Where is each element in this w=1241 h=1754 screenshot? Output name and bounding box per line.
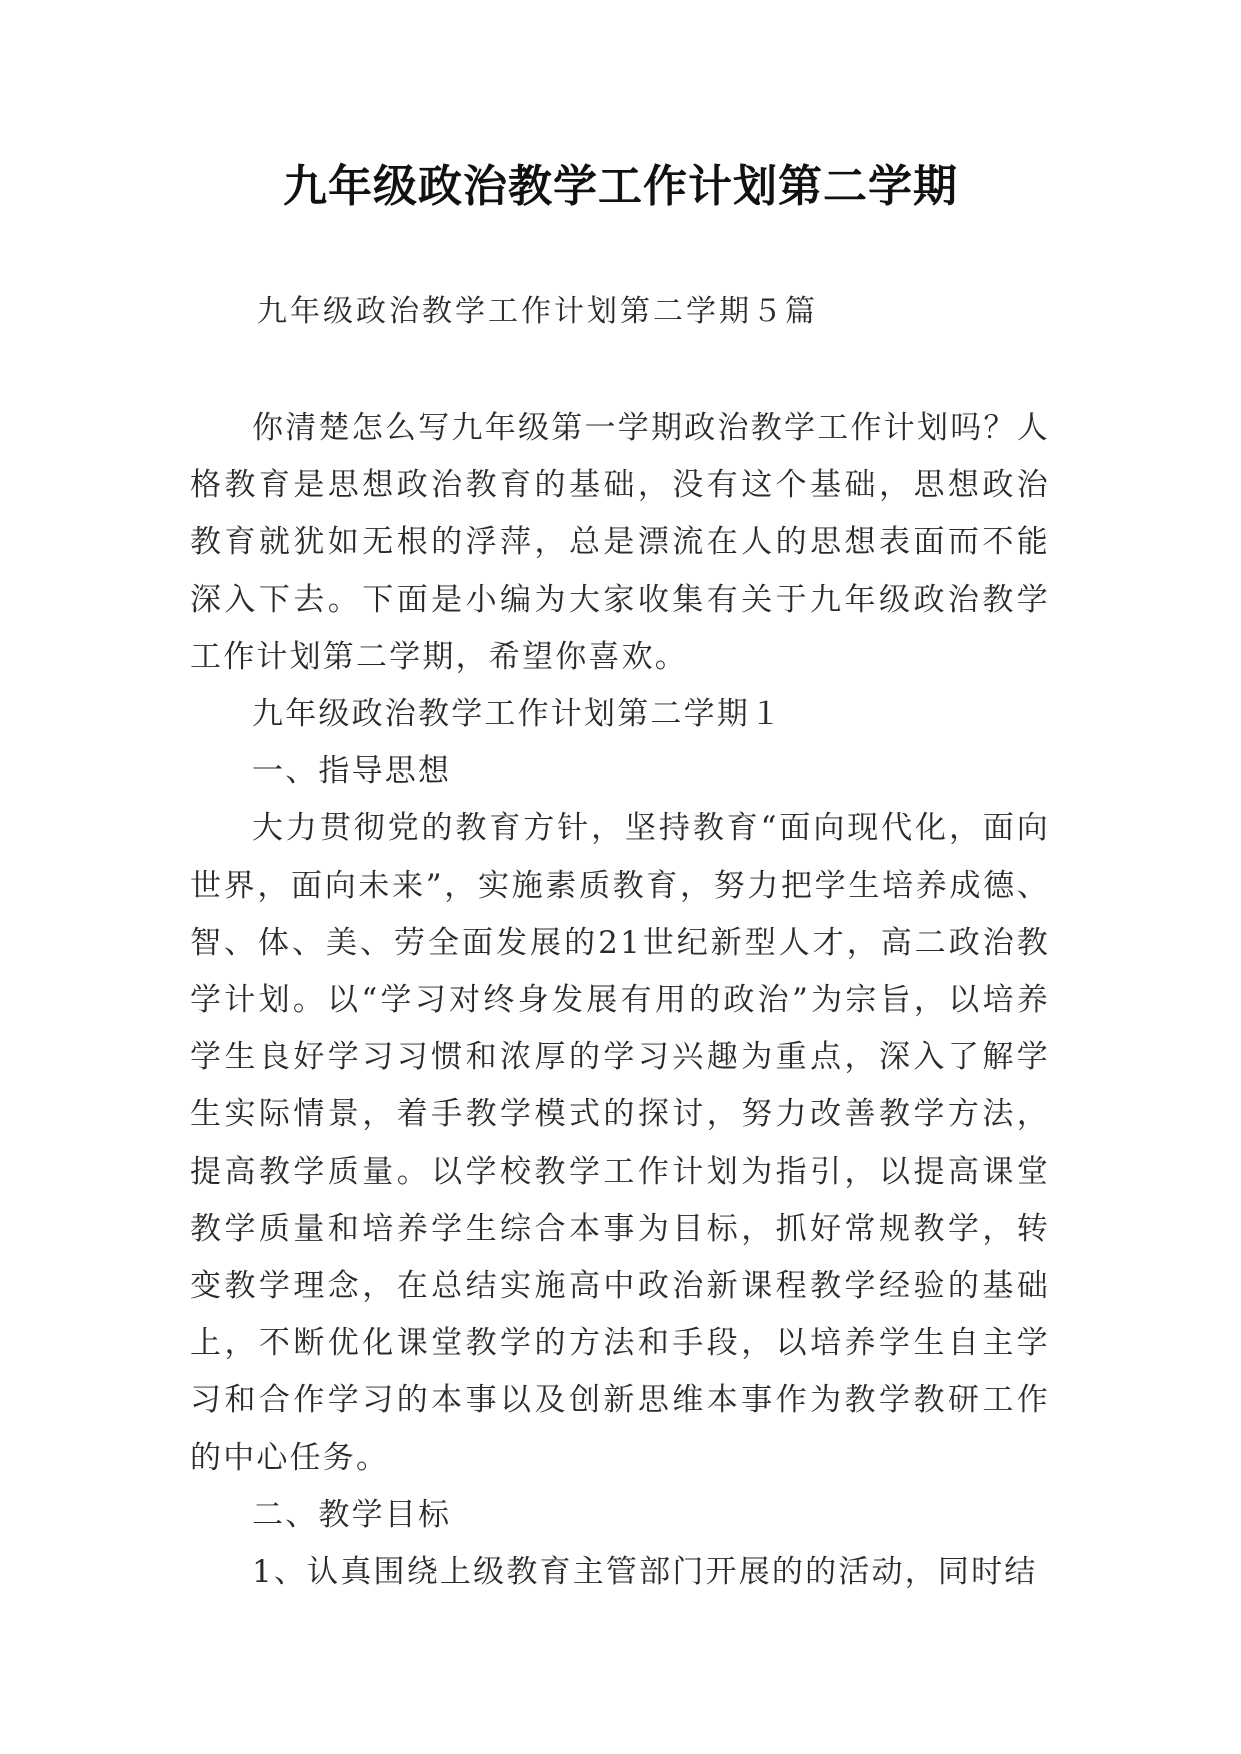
document-subtitle: 九年级政治教学工作计划第二学期５篇: [257, 294, 818, 329]
section-plan-heading: 九年级政治教学工作计划第二学期１: [252, 696, 784, 733]
guiding-ideology-paragraph: 大力贯彻党的教育方针，坚持教育“面向现代化，面向世界，面向未来”，实施素质教育，努力把学生培养成德、智、体、美、劳全面发展的21世纪新型人才，高二政治教学计划。以“学习对终身发展有用的政治”为宗旨，以培养学生良好学习习惯和浓厚的学习兴趣为重点，深入了解学生实际情景，着手教学模式的探讨，努力改善教学方法，提高教学质量。以学校教学工作计划为指引，以提高课堂教学质量和培养学生综合本事为目标，抓好常规教学，转变教学理念，在总结实施高中政治新课程教学经验的基础上，不断优化课堂教学的方法和手段，以培养学生自主学习和合作学习的本事以及创新思维本事作为教学教研工作的中心任务。: [190, 810, 1050, 1476]
document-title: 九年级政治教学工作计划第二学期: [283, 161, 958, 212]
section-heading-guiding-ideology: 一、指导思想: [252, 753, 452, 790]
teaching-goals-item-1: 1、认真围绕上级教育主管部门开展的的活动，同时结: [252, 1554, 1038, 1591]
section-heading-teaching-goals: 二、教学目标: [252, 1496, 452, 1533]
document-body: [190, 400, 1050, 1601]
intro-paragraph: 你清楚怎么写九年级第一学期政治教学工作计划吗？人格教育是思想政治教育的基础，没有这个基础，思想政治教育就犹如无根的浮萍，总是漂流在人的思想表面而不能深入下去。下面是小编为大家收集有关于九年级政治教学工作计划第二学期，希望你喜欢。: [190, 410, 1050, 675]
